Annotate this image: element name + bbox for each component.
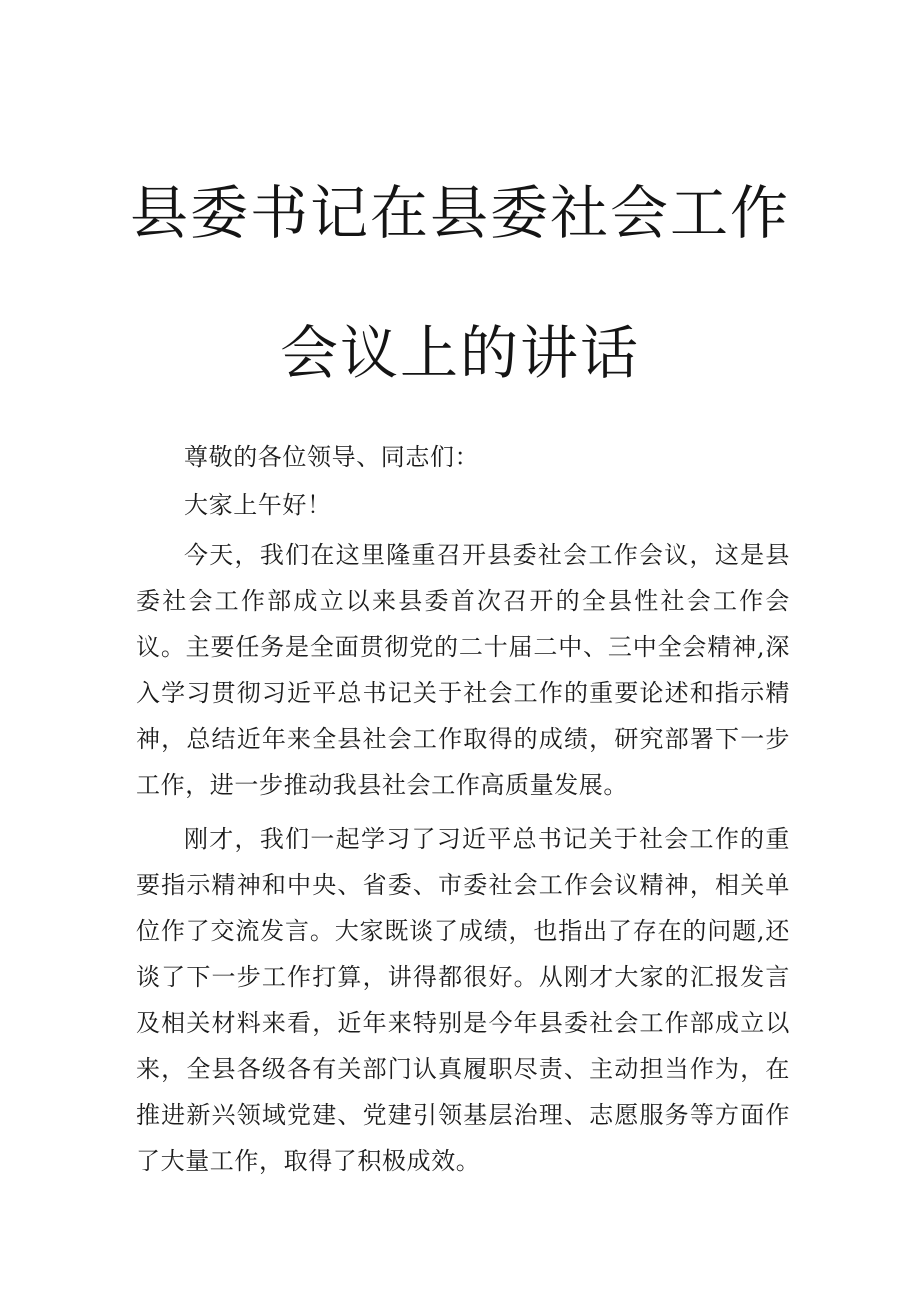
document-title-line-2: 会议上的讲话: [279, 319, 640, 387]
greeting-text: 尊敬的各位领导、同志们：: [184, 443, 480, 471]
body-paragraph-2-text: 刚才，我们一起学习了习近平总书记关于社会工作的重要指示精神和中央、省委、市委社会工作会议精神，相关单位作了交流发言。大家既谈了成绩，也指出了存在的问题,还谈了下一步工作打算，讲得都很好。从刚才大家的汇报发言及相关材料来看，近年来特别是今年县委社会工作部成立以来，全县各级各有关部门认真履职尽责、主动担当作为，在推进新兴领域党建、党建引领基层治理、志愿服务等方面作了大量工作，取得了积极成效。: [136, 825, 790, 1175]
body-paragraph-2: [136, 816, 790, 1184]
body-paragraph-1: [136, 532, 790, 808]
salutation-paragraph: [136, 482, 790, 528]
document-title-line-1: 县委书记在县委社会工作: [129, 179, 790, 247]
greeting-paragraph: [136, 434, 790, 480]
body-paragraph-1-text: 今天，我们在这里隆重召开县委社会工作会议，这是县委社会工作部成立以来县委首次召开的全县性社会工作会议。主要任务是全面贯彻党的二十届二中、三中全会精神,深入学习贯彻习近平总书记关于社会工作的重要论述和指示精神，总结近年来全县社会工作取得的成绩，研究部署下一步工作，进一步推动我县社会工作高质量发展。: [136, 541, 790, 799]
salutation-text: 大家上午好！: [184, 491, 332, 519]
